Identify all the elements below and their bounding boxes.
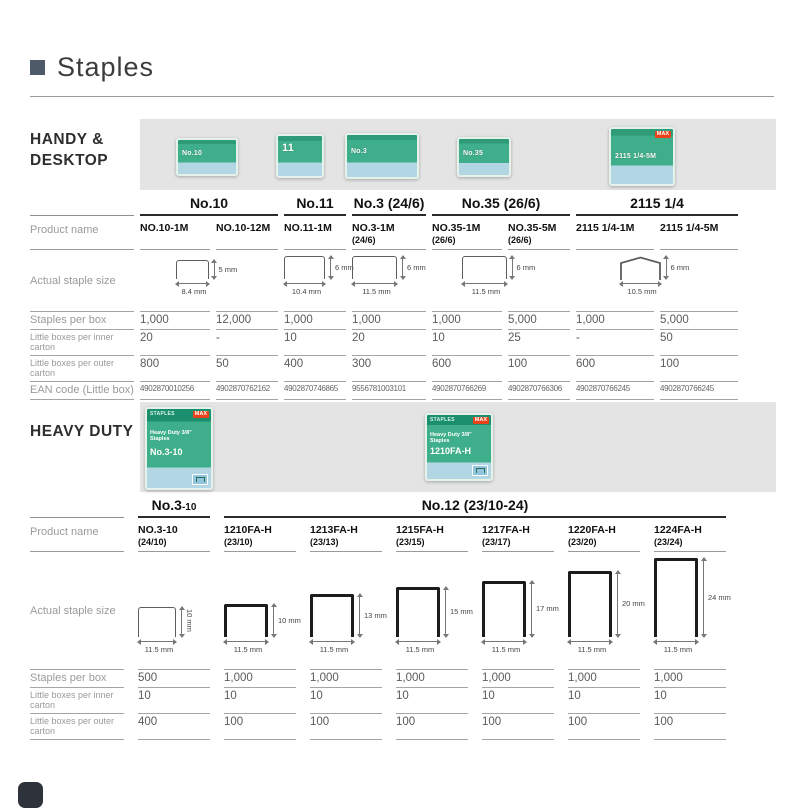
product-name: NO.35-5M (26/6) [508,216,570,250]
ean-value: 4902870766306 [508,381,570,400]
width-dimension-arrow [284,283,325,284]
row-label-ean-code: EAN code (Little box) [30,381,134,400]
staple-shape [462,256,507,279]
row-label-actual-staple-size: Actual staple size [30,274,116,287]
section-label-handy-desktop: HANDY & DESKTOP [30,131,109,169]
height-dimension-arrow [181,607,182,637]
height-dimension-arrow [531,581,532,637]
inner-carton-value: 10 [568,687,640,713]
staples-per-box-value: 5,000 [660,311,738,329]
ean-value: 9556781003101 [352,381,426,400]
staples-per-box-value: 1,000 [310,669,382,687]
row-label-actual-staple-size: Actual staple size [30,604,116,617]
outer-carton-value: 100 [482,713,554,740]
product-name: 1213FA-H (23/13) [310,518,382,552]
staple-diagram-1224: 24 mm 11.5 mm [654,552,726,669]
width-dimension-arrow [224,641,268,642]
title-square-bullet-icon [30,60,45,75]
height-dimension-arrow [402,256,403,279]
width-dimension-arrow [654,641,698,642]
product-name: 1210FA-H (23/10) [224,518,296,552]
staples-per-box-value: 1,000 [140,311,210,329]
product-photo-no10: No.10 [176,138,238,176]
staples-per-box-value: 1,000 [352,311,426,329]
outer-carton-value: 800 [140,355,210,381]
inner-carton-value: 10 [310,687,382,713]
ean-value: 4902870766245 [660,381,738,400]
product-photo-2115: MAX 2115 1/4-5M [609,127,675,186]
ean-value: 4902870766269 [432,381,502,400]
height-dimension-arrow [330,256,331,279]
product-name: 1220FA-H (23/20) [568,518,640,552]
ean-value: 4902870762162 [216,381,278,400]
table-corner-spacer [30,195,134,216]
row-label-outer-carton: Little boxes per outer carton [30,355,134,381]
product-name: NO.35-1M (26/6) [432,216,502,250]
staples-per-box-value: 5,000 [508,311,570,329]
staple-diagram-1220: 20 mm 11.5 mm [568,552,640,669]
section-label-heavy-duty: HEAVY DUTY [30,423,134,440]
product-photo-1210fa: STAPLES MAX Heavy Duty 3/8" Staples 1210FA-H [425,413,493,481]
product-name: NO.11-1M [284,216,346,250]
height-dimension-arrow [512,256,513,279]
staple-diagram-no10: 5 mm 8.4 mm [140,250,278,311]
heavy-product-photo-band [140,402,776,492]
outer-carton-value: 100 [568,713,640,740]
outer-carton-value: 400 [138,713,210,740]
page-title-text: Staples [57,52,155,82]
height-dimension-arrow [273,604,274,637]
group-header-no35: No.35 (26/6) [432,195,570,216]
outer-carton-value: 100 [508,355,570,381]
width-dimension-arrow [482,641,526,642]
height-dimension-arrow [703,558,704,637]
ean-value: 4902870746865 [284,381,346,400]
product-photo-no11: 11 [276,134,324,178]
product-name: NO.10-1M [140,216,210,250]
inner-carton-value: 20 [352,329,426,355]
staple-shape [310,594,354,637]
width-dimension-arrow [462,283,507,284]
width-dimension-arrow [310,641,354,642]
product-photo-no3-10: STAPLES MAX Heavy Duty 3/8" Staples No.3-10 [145,407,213,490]
row-label-inner-carton: Little boxes per inner carton [30,329,134,355]
row-label-staples-per-box: Staples per box [30,669,124,687]
inner-carton-value: 50 [660,329,738,355]
height-dimension-arrow [214,260,215,279]
staples-per-box-value: 1,000 [568,669,640,687]
staples-per-box-value: 1,000 [576,311,654,329]
inner-carton-value: 10 [654,687,726,713]
staples-per-box-value: 500 [138,669,210,687]
inner-carton-value: 10 [224,687,296,713]
handy-desktop-table [30,195,738,400]
page-corner-artifact [18,782,43,808]
group-header-no11: No.11 [284,195,346,216]
ean-value: 4902870010256 [140,381,210,400]
staples-per-box-value: 1,000 [284,311,346,329]
inner-carton-value: 10 [284,329,346,355]
group-header-no12: No.12 (23/10-24) [224,497,726,518]
row-label-product-name: Product name [30,216,134,250]
outer-carton-value: 300 [352,355,426,381]
staple-shape [284,256,325,279]
row-label-product-name: Product name [30,518,124,552]
staples-per-box-value: 1,000 [432,311,502,329]
title-divider [30,96,774,97]
height-dimension-arrow [666,256,667,279]
inner-carton-value: 20 [140,329,210,355]
outer-carton-value: 600 [432,355,502,381]
inner-carton-value: - [576,329,654,355]
staple-diagram-no3-10: 10 mm 11.5 mm [138,552,210,669]
width-dimension-arrow [176,283,209,284]
staple-shape [138,607,176,637]
width-dimension-arrow [138,641,176,642]
staple-shape [482,581,526,637]
row-label-outer-carton: Little boxes per outer carton [30,713,124,740]
staple-diagram-1213: 13 mm 11.5 mm [310,552,382,669]
width-dimension-arrow [620,283,661,284]
width-dimension-arrow [352,283,397,284]
group-header-no3-10: No.3-10 [138,497,210,518]
outer-carton-value: 100 [224,713,296,740]
product-name: 1215FA-H (23/15) [396,518,468,552]
staples-per-box-value: 1,000 [482,669,554,687]
product-name: 2115 1/4-5M [660,216,738,250]
height-dimension-arrow [445,587,446,637]
peaked-staple-shape [620,256,661,280]
staple-shape [654,558,698,637]
staple-diagram-no11: 6 mm 10.4 mm [284,250,346,311]
width-dimension-arrow [568,641,612,642]
product-photo-no35: No.35 [457,137,511,177]
staple-shape [568,571,612,637]
max-logo: MAX [194,411,207,417]
staple-diagram-1210: 10 mm 11.5 mm [224,552,296,669]
product-name: 2115 1/4-1M [576,216,654,250]
staple-shape [352,256,397,279]
ean-value: 4902870766245 [576,381,654,400]
group-header-2115: 2115 1/4 [576,195,738,216]
inner-carton-value: 10 [138,687,210,713]
staple-diagram-2115: 6 mm 10.5 mm [576,250,738,311]
max-logo: MAX [656,131,669,137]
staple-shape [176,260,209,279]
outer-carton-value: 50 [216,355,278,381]
outer-carton-value: 400 [284,355,346,381]
staple-diagram-no3: 6 mm 11.5 mm [352,250,426,311]
height-dimension-arrow [359,594,360,637]
group-header-no10: No.10 [140,195,278,216]
table-corner-spacer [30,497,124,518]
staple-shape [396,587,440,637]
staples-per-box-value: 1,000 [654,669,726,687]
row-label-inner-carton: Little boxes per inner carton [30,687,124,713]
inner-carton-value: 10 [482,687,554,713]
height-dimension-arrow [617,571,618,637]
staple-diagram-no35: 6 mm 11.5 mm [432,250,570,311]
inner-carton-value: 10 [396,687,468,713]
product-name: 1217FA-H (23/17) [482,518,554,552]
row-label-staples-per-box: Staples per box [30,311,134,329]
outer-carton-value: 100 [654,713,726,740]
staple-shape [224,604,268,637]
inner-carton-value: 25 [508,329,570,355]
page-title [30,52,154,83]
width-dimension-arrow [396,641,440,642]
inner-carton-value: - [216,329,278,355]
staples-per-box-value: 12,000 [216,311,278,329]
staple-diagram-1215: 15 mm 11.5 mm [396,552,468,669]
product-name: NO.10-12M [216,216,278,250]
staples-per-box-value: 1,000 [224,669,296,687]
product-photo-no3: No.3 [345,133,419,179]
group-header-no3: No.3 (24/6) [352,195,426,216]
staple-size-chip-icon [472,465,488,476]
product-name: NO.3-10 (24/10) [138,518,210,552]
handy-product-photo-band [140,119,776,190]
outer-carton-value: 100 [396,713,468,740]
staples-per-box-value: 1,000 [396,669,468,687]
staple-diagram-1217: 17 mm 11.5 mm [482,552,554,669]
staple-size-chip-icon [192,474,208,485]
outer-carton-value: 100 [310,713,382,740]
inner-carton-value: 10 [432,329,502,355]
product-name: 1224FA-H (23/24) [654,518,726,552]
outer-carton-value: 100 [660,355,738,381]
heavy-duty-table [30,497,731,740]
max-logo: MAX [474,417,487,423]
product-name: NO.3-1M (24/6) [352,216,426,250]
outer-carton-value: 600 [576,355,654,381]
